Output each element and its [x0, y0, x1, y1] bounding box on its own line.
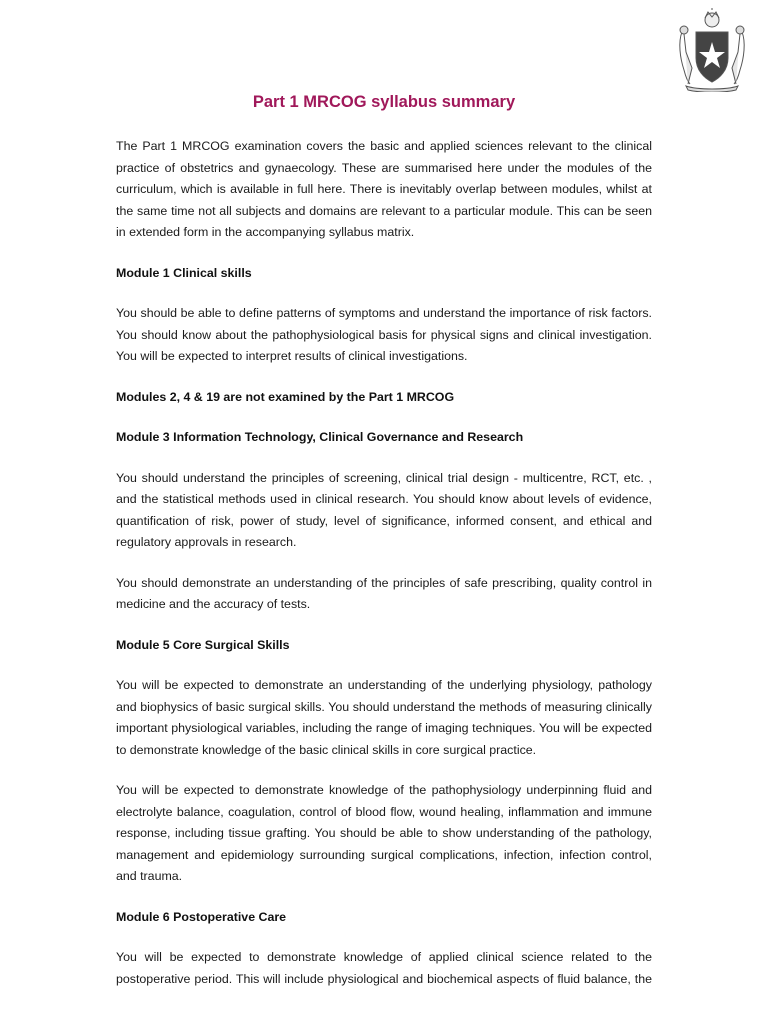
module-3-paragraph-2: You should demonstrate an understanding of the principles of safe prescribing, quality control in medicine and the accuracy of tests.	[116, 575, 652, 611]
module-5-paragraph-1: You will be expected to demonstrate an understanding of the underlying physiology, pathology and biophysics of basic surgical skills. You should understand the methods of measuring clinically important physiological variables, including the range of imaging techniques. You will be expected to demonstrate knowledge of the basic clinical skills in core surgical practice.	[116, 678, 652, 757]
module-5-paragraph-2: You will be expected to demonstrate knowledge of the pathophysiology underpinning fluid and electrolyte balance, coagulation, control of blood flow, wound healing, inflammation and immune response, including tissue grafting. You should be able to show understanding of the pathology, management and epidemiology surrounding surgical complications, infection, infection control, and trauma.	[116, 783, 652, 883]
module-3-paragraph-1: You should understand the principles of screening, clinical trial design - multicentre, RCT, etc. , and the statistical methods used in clinical research. You should know about levels of evidence, quantification of risk, power of study, level of significance, informed consent, and ethical and regulatory approvals in research.	[116, 470, 652, 549]
college-crest-icon	[672, 8, 752, 92]
module-3-heading: Module 3 Information Technology, Clinical Governance and Research	[116, 430, 524, 444]
not-examined-heading: Modules 2, 4 & 19 are not examined by the Part 1 MRCOG	[116, 389, 455, 404]
document-title: Part 1 MRCOG syllabus summary	[252, 93, 516, 111]
module-1-paragraph: You should be able to define patterns of symptoms and understand the importance of risk factors. You should know about the pathophysiological basis for physical signs and clinical investigation. You will be expected to interpret results of clinical investigations.	[116, 306, 652, 363]
module-1-heading: Module 1 Clinical skills	[116, 265, 252, 280]
module-6-heading: Module 6 Postoperative Care	[116, 909, 287, 924]
module-5-heading: Module 5 Core Surgical Skills	[116, 637, 290, 652]
document-body	[116, 136, 652, 990]
module-6-paragraph: You will be expected to demonstrate knowledge of applied clinical science related to the postoperative period. This will include physiological and biochemical aspects of fluid balance, the	[116, 950, 652, 986]
intro-paragraph: The Part 1 MRCOG examination covers the basic and applied sciences relevant to the clinical practice of obstetrics and gynaecology. These are summarised here under the modules of the curriculum, which is available in full here. There is inevitably overlap between modules, whilst at the same time not all subjects and domains are relevant to a particular module. This can be seen in extended form in the accompanying syllabus matrix.	[116, 139, 652, 239]
